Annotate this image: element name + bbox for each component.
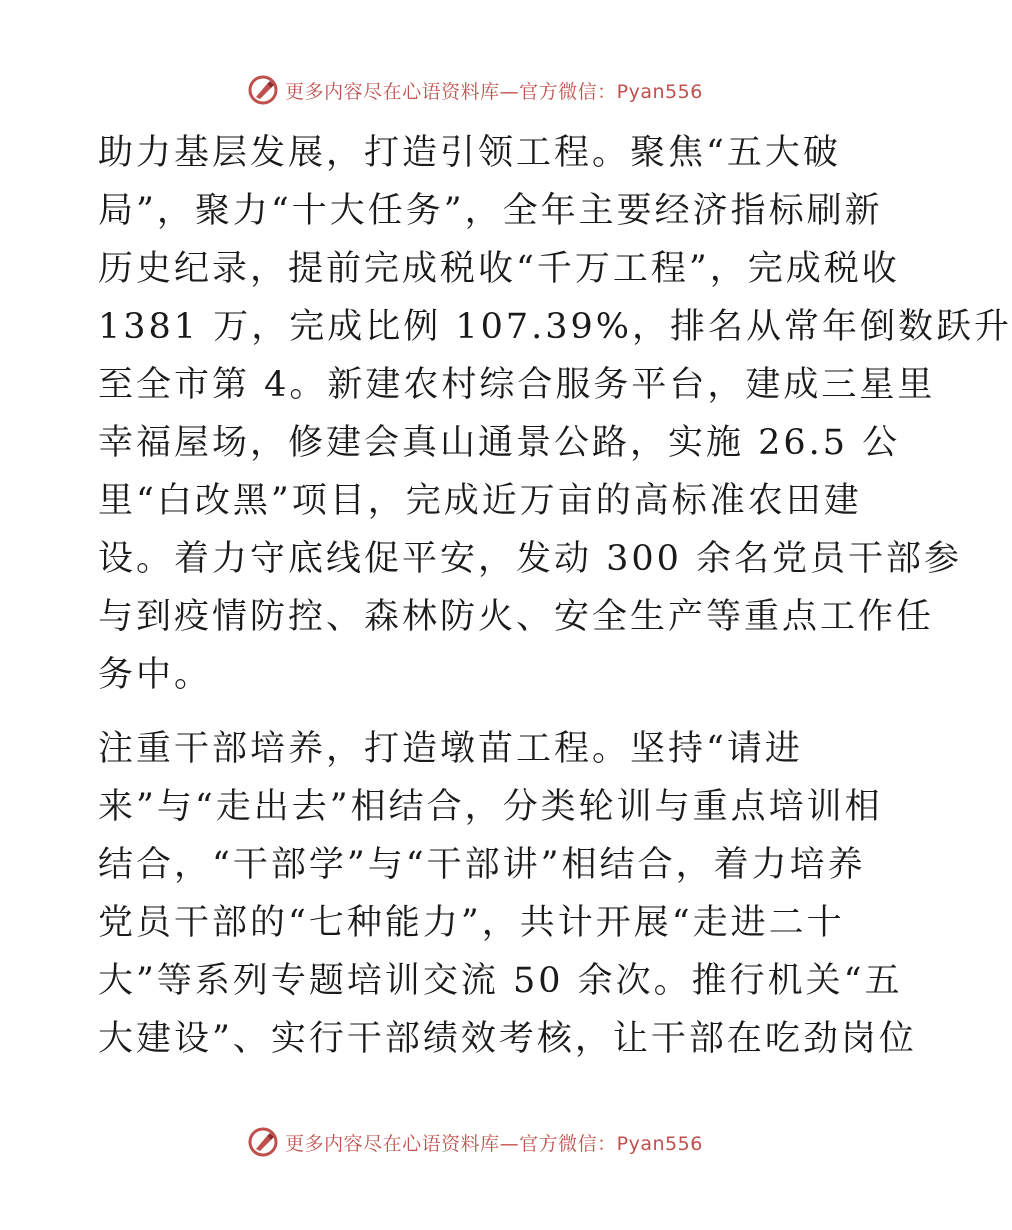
watermark-text: 更多内容尽在心语资料库—官方微信：Pyan556 (285, 1132, 703, 1155)
text-line: 党员干部的“七种能力”，共计开展“走进二十 (98, 903, 845, 943)
text-line: 至全市第 4。新建农村综合服务平台，建成三星里 (98, 365, 936, 405)
text-line: 1381 万，完成比例 107.39%，排名从常年倒数跃升 (98, 307, 1012, 347)
paragraph-1 (98, 124, 1012, 704)
header-watermark (0, 74, 950, 106)
text-line: 大”等系列专题培训交流 50 余次。推行机关“五 (98, 961, 903, 1001)
text-line: 来”与“走出去”相结合，分类轮训与重点培训相 (98, 787, 883, 827)
text-line: 幸福屋场，修建会真山通景公路，实施 26.5 公 (98, 423, 901, 463)
text-line: 与到疫情防控、森林防火、安全生产等重点工作任 (98, 597, 935, 637)
text-line: 局”，聚力“十大任务”，全年主要经济指标刷新 (98, 191, 883, 231)
footer-watermark (0, 1126, 950, 1158)
text-line: 设。着力守底线促平安，发动 300 余名党员干部参 (98, 539, 963, 579)
text-line: 助力基层发展，打造引领工程。聚焦“五大破 (98, 133, 841, 173)
text-line: 注重干部培养，打造墩苗工程。坚持“请进 (98, 729, 803, 769)
watermark-text: 更多内容尽在心语资料库—官方微信：Pyan556 (285, 80, 703, 103)
text-line: 结合，“干部学”与“干部讲”相结合，着力培养 (98, 845, 866, 885)
text-line: 里“白改黑”项目，完成近万亩的高标准农田建 (98, 481, 862, 521)
text-line: 务中。 (98, 655, 213, 695)
text-line: 大建设”、实行干部绩效考核，让干部在吃劲岗位 (98, 1019, 917, 1059)
pen-nib-logo-icon (247, 74, 279, 106)
text-line: 历史纪录，提前完成税收“千万工程”，完成税收 (98, 249, 900, 289)
paragraph-2 (98, 720, 917, 1068)
pen-nib-logo-icon (247, 1126, 279, 1158)
document-body (98, 124, 1012, 1084)
